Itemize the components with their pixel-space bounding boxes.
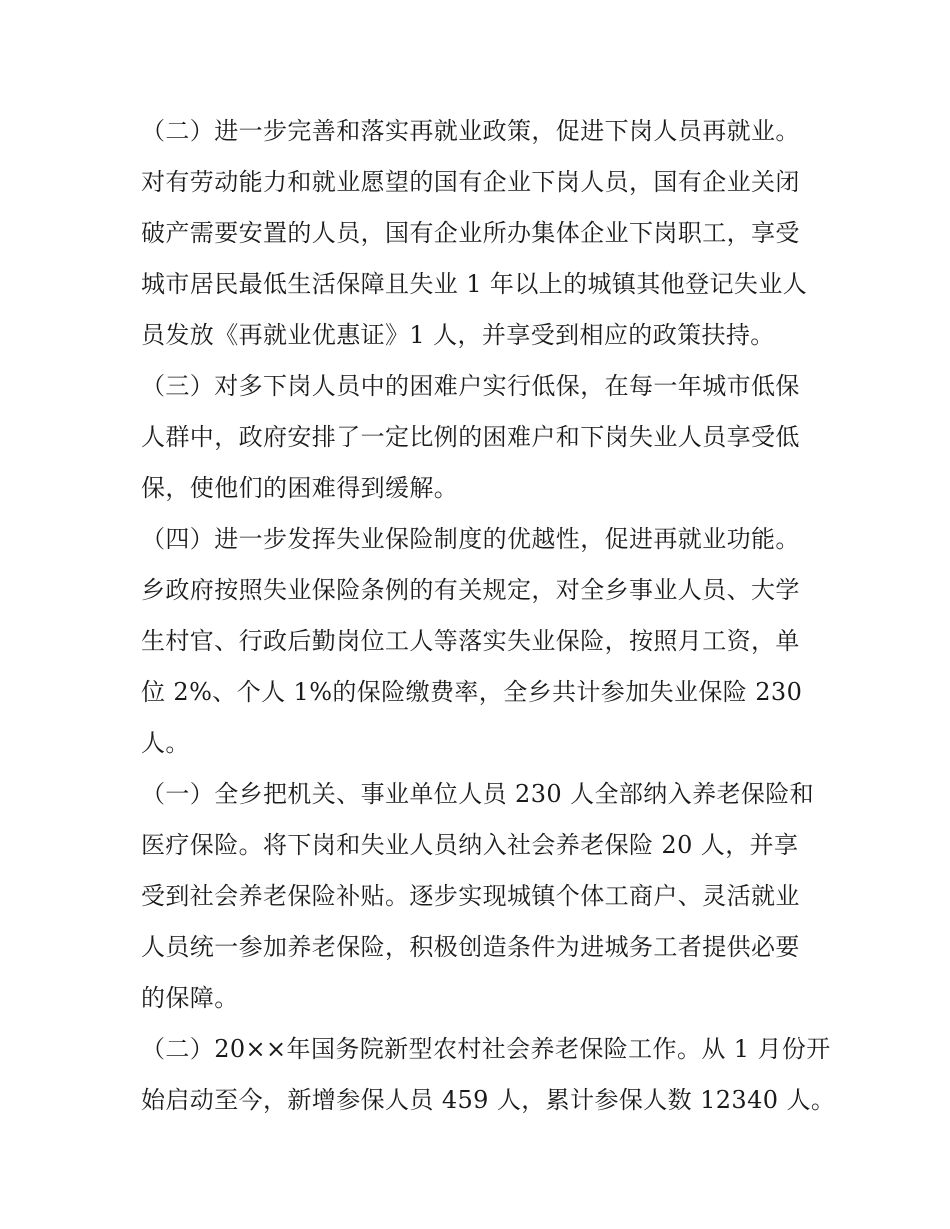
text-line: 乡政府按照失业保险条例的有关规定，对全乡事业人员、大学	[141, 576, 800, 604]
text-line: 破产需要安置的人员，国有企业所办集体企业下岗职工，享受	[141, 219, 800, 247]
text-line: （三）对多下岗人员中的困难户实行低保，在每一年城市低保	[141, 372, 800, 400]
text-line: （二）20××年国务院新型农村社会养老保险工作。从 1 月份开	[141, 1035, 831, 1063]
text-line: （二）进一步完善和落实再就业政策，促进下岗人员再就业。	[141, 117, 800, 145]
text-line: 人员统一参加养老保险，积极创造条件为进城务工者提供必要	[141, 933, 800, 961]
text-line: 的保障。	[141, 984, 239, 1012]
text-line: 保，使他们的困难得到缓解。	[141, 474, 459, 502]
text-line: 位 2%、个人 1%的保险缴费率，全乡共计参加失业保险 230	[141, 678, 803, 706]
text-line: （一）全乡把机关、事业单位人员 230 人全部纳入养老保险和	[141, 780, 815, 808]
text-line: 受到社会养老保险补贴。逐步实现城镇个体工商户、灵活就业	[141, 882, 800, 910]
text-line: 医疗保险。将下岗和失业人员纳入社会养老保险 20 人，并享	[141, 831, 799, 859]
text-line: 员发放《再就业优惠证》1 人，并享受到相应的政策扶持。	[141, 321, 775, 349]
text-line: 城市居民最低生活保障且失业 1 年以上的城镇其他登记失业人	[141, 270, 808, 298]
text-line: 人。	[141, 729, 190, 757]
text-line: 对有劳动能力和就业愿望的国有企业下岗人员，国有企业关闭	[141, 168, 800, 196]
document-body	[141, 106, 836, 1126]
text-line: 始启动至今，新增参保人员 459 人，累计参保人数 12340 人。	[141, 1086, 836, 1114]
text-line: （四）进一步发挥失业保险制度的优越性，促进再就业功能。	[141, 525, 800, 553]
text-line: 人群中，政府安排了一定比例的困难户和下岗失业人员享受低	[141, 423, 800, 451]
text-line: 生村官、行政后勤岗位工人等落实失业保险，按照月工资，单	[141, 627, 800, 655]
